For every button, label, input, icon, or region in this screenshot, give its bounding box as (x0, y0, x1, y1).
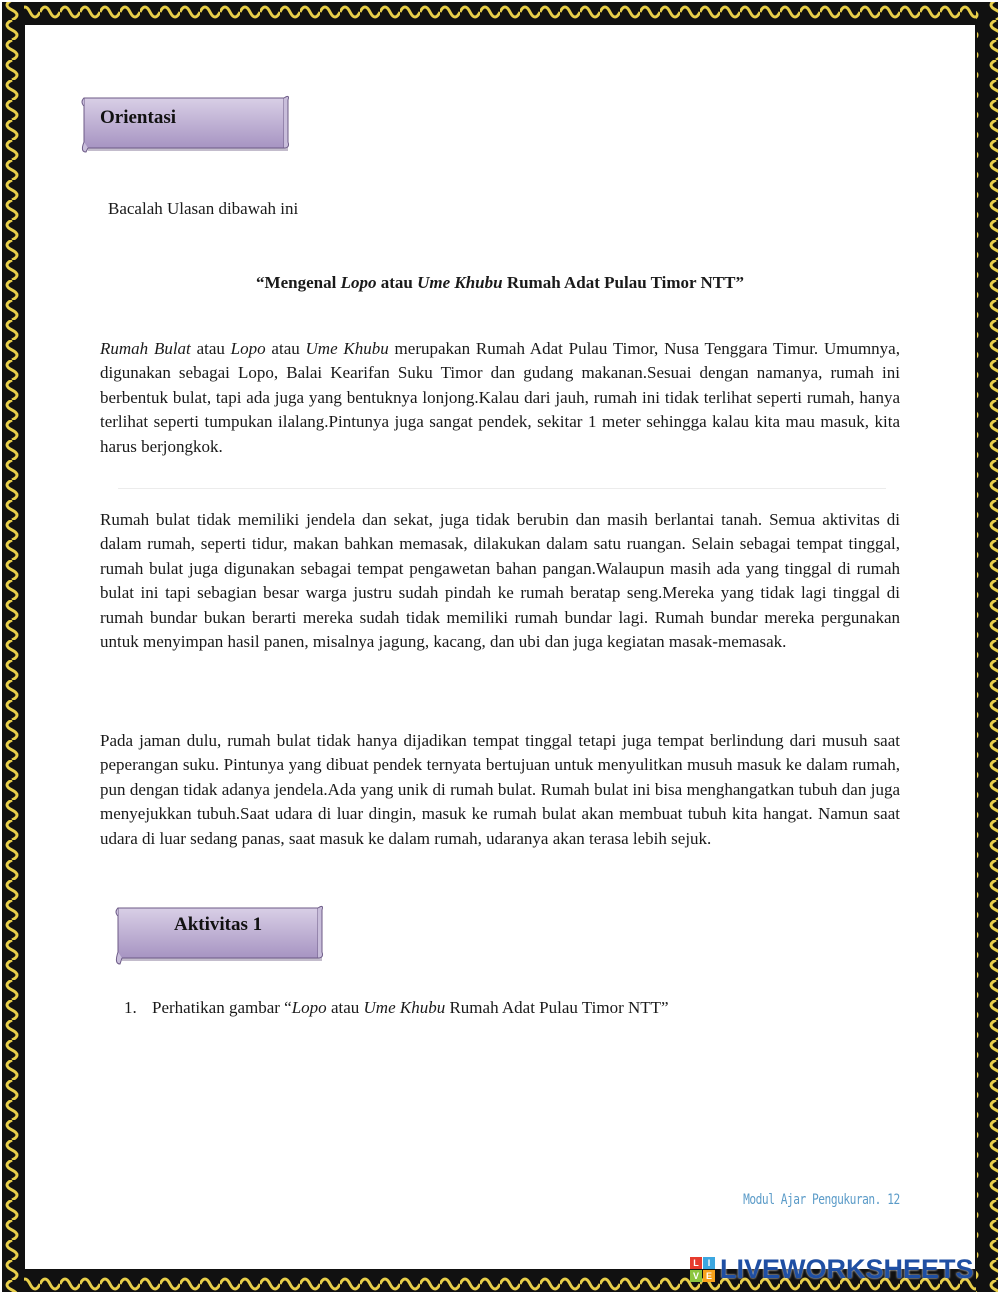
article-title (100, 273, 900, 293)
logo-letter: L (690, 1257, 702, 1269)
p1-ume-khubu: Ume Khubu (305, 339, 389, 358)
liveworksheets-logo-icon (690, 1257, 716, 1283)
p1-part: atau (190, 339, 231, 358)
logo-letter: I (703, 1257, 715, 1269)
paragraph-2: Rumah bulat tidak memiliki jendela dan sekat, juga tidak berubin dan masih berlantai tanah. Semua aktivitas di dalam rumah, seperti tidur, makan bahkan memasak, dilakukan dalam satu ruangan. Selain sebagai tempat tinggal, rumah bulat juga digunakan sebagai tempat pengawetan bahan pangan.Walaupun masih ada yang tinggal di rumah bulat ini tapi sebagian besar warga justru sudah pindah ke rumah beratap seng.Mereka yang tidak lagi tinggal di rumah bundar bukan berarti mereka sudah tidak memiliki rumah bundar lagi. Rumah bundar mereka pergunakan untuk menyimpan hasil panen, misalnya jagung, kacang, dan ubi dan juga kegiatan masak-memasak. (100, 510, 900, 652)
liveworksheets-watermark (690, 1254, 990, 1284)
orientasi-label: Orientasi (100, 107, 176, 128)
p1-lopo: Lopo (230, 339, 266, 358)
activity-item-1 (124, 998, 669, 1018)
title-ume-khubu: Ume Khubu (417, 273, 503, 292)
intro-text: Bacalah Ulasan dibawah ini (108, 199, 299, 218)
title-part: Rumah Adat Pulau Timor NTT” (502, 273, 744, 292)
aktivitas-banner (112, 900, 327, 958)
paragraph-3: Pada jaman dulu, rumah bulat tidak hanya dijadikan tempat tinggal tetapi juga tempat berlindung dari musuh saat peperangan suku. Pintunya yang dibuat pendek ternyata bertujuan untuk menyulitkan musuh masuk ke dalam rumah, pun dengan tidak adanya jendela.Ada yang unik di rumah bulat. Rumah bulat ini bisa menghangatkan tubuh dan juga menyejukkan tubuh.Saat udara di luar dingin, masuk ke rumah bulat akan membuat tubuh kita hangat. Namun saat udara di luar sedang panas, saat masuk ke dalam rumah, udaranya akan terasa lebih sejuk. (100, 731, 900, 848)
title-part: “Mengenal (256, 273, 341, 292)
liveworksheets-text: LIVEWORKSHEETS (720, 1254, 974, 1284)
item-lopo: Lopo (291, 998, 327, 1017)
item-part: Rumah Adat Pulau Timor NTT” (445, 998, 669, 1017)
divider (118, 488, 886, 489)
title-part: atau (376, 273, 418, 292)
logo-letter: E (703, 1270, 715, 1282)
paragraph-1 (100, 337, 900, 459)
p1-part: atau (265, 339, 306, 358)
orientasi-banner (78, 92, 293, 150)
item-ume-khubu: Ume Khubu (363, 998, 446, 1017)
title-lopo: Lopo (340, 273, 377, 292)
p1-part: merupakan Rumah Adat Pulau Timor, Nusa Tenggara Timur. Umumnya, digunakan sebagai Lopo, Balai Kearifan Suku Timor dan gudang makanan.Sesuai dengan namanya, rumah ini berbentuk bulat, tapi ada juga yang bentuknya lonjong.Kalau dari jauh, rumah ini tidak terlihat seperti rumah, hanya terlihat seperti tumpukan ilalang.Pintunya juga sangat pendek, sekitar 1 meter sehingga kalau kita mau masuk, kita harus berjongkok. (100, 339, 900, 456)
p1-rumah-bulat: Rumah Bulat (100, 339, 191, 358)
item-part: atau (326, 998, 364, 1017)
aktivitas-label: Aktivitas 1 (174, 914, 263, 935)
page-footer: Modul Ajar Pengukuran. 12 (743, 1192, 900, 1208)
item-part: Perhatikan gambar “ (152, 998, 292, 1017)
list-number: 1. (124, 998, 137, 1017)
logo-letter: V (690, 1270, 702, 1282)
